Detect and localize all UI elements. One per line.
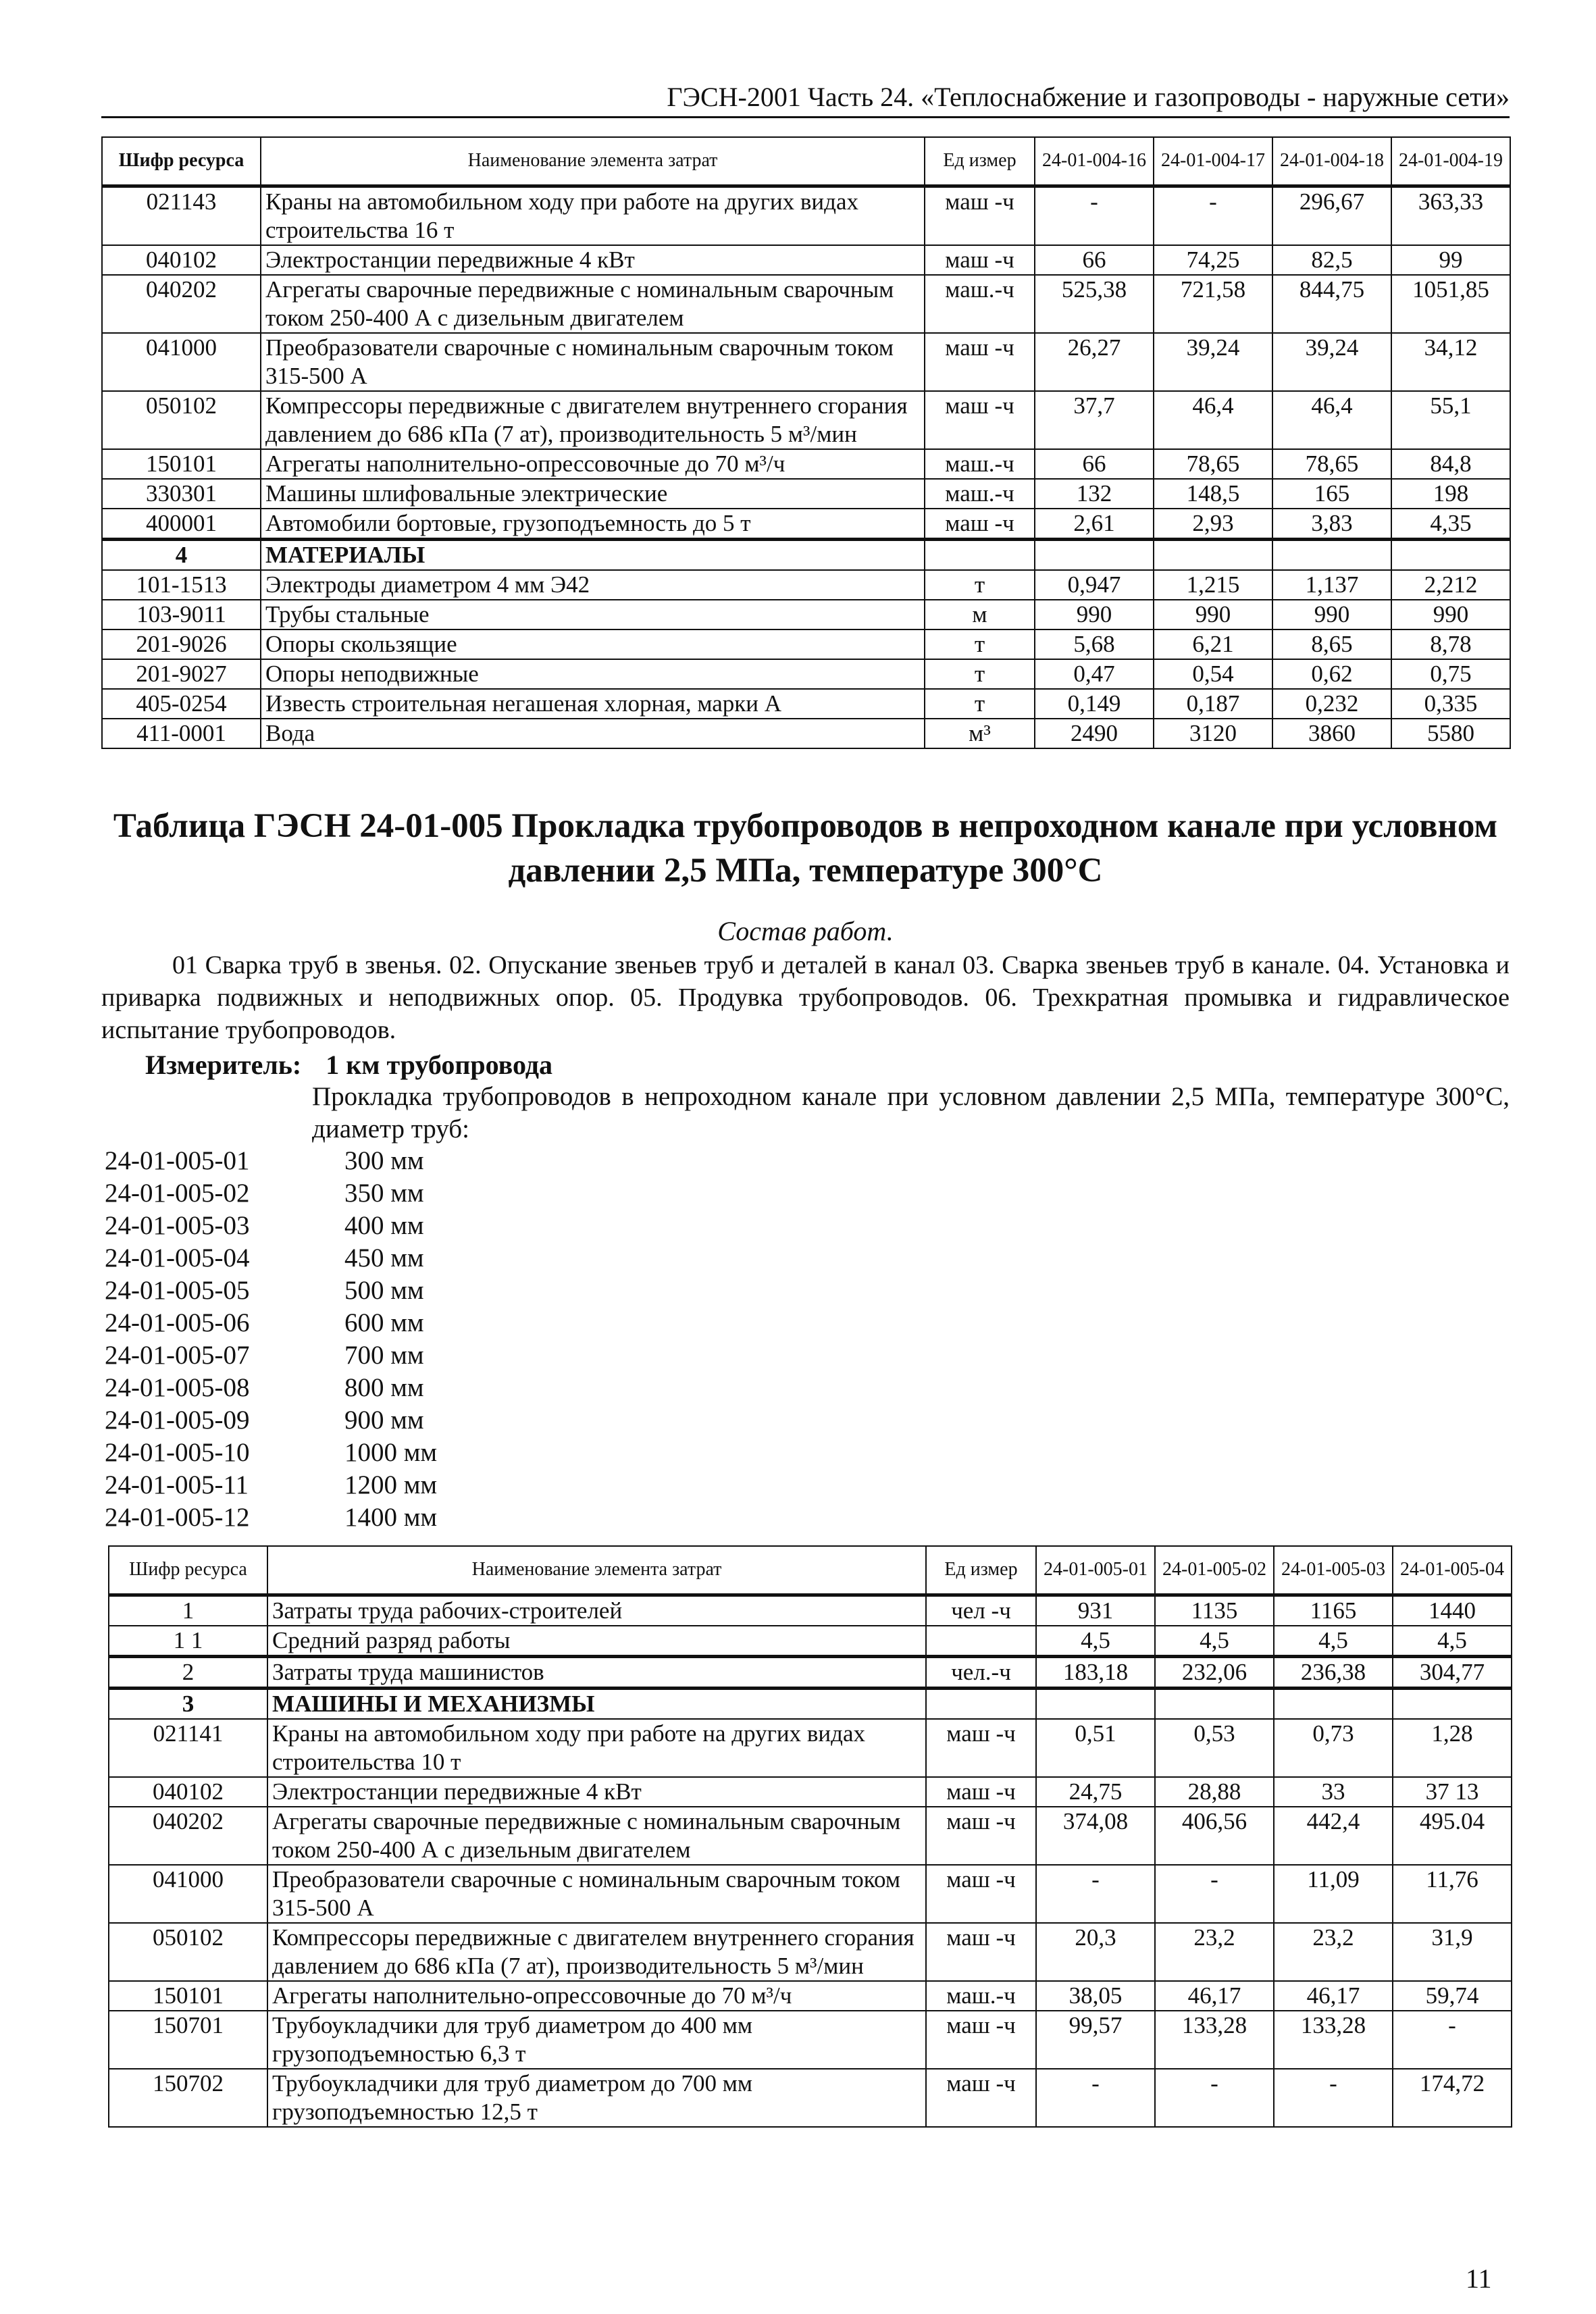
diameter-value: 300 мм	[344, 1146, 424, 1175]
value-cell: 39,24	[1272, 333, 1391, 391]
resource-name-cell: Электростанции передвижные 4 кВт	[267, 1777, 926, 1807]
page-number: 11	[1466, 2263, 1492, 2294]
unit-cell: маш -ч	[925, 391, 1035, 449]
unit-cell: чел -ч	[926, 1595, 1036, 1626]
resource-name-cell: Электроды диаметром 4 мм Э42	[261, 570, 925, 600]
value-cell: 990	[1391, 600, 1510, 629]
table-row	[109, 1595, 1512, 1626]
resource-name-cell: Краны на автомобильном ходу при работе на других видах строительства 16 т	[261, 186, 925, 245]
resource-name-cell: Опоры скользящие	[261, 629, 925, 659]
value-cell	[1036, 1688, 1155, 1719]
unit-cell: маш -ч	[926, 1865, 1036, 1923]
running-header: ГЭСН-2001 Часть 24. «Теплоснабжение и газопроводы - наружные сети»	[101, 81, 1510, 118]
diameter-value: 700 мм	[344, 1341, 424, 1370]
value-cell: 38,05	[1036, 1981, 1155, 2011]
list-item	[105, 1501, 437, 1534]
value-cell: 5,68	[1035, 629, 1154, 659]
list-item	[105, 1242, 437, 1275]
code-label: 24-01-005-03	[105, 1211, 250, 1240]
value-cell: 23,2	[1155, 1923, 1274, 1981]
resource-code-cell: 201-9027	[102, 659, 261, 689]
resource-name-cell: Трубоукладчики для труб диаметром до 400 мм грузоподъемностью 6,3 т	[267, 2011, 926, 2069]
table-row	[102, 245, 1510, 275]
value-cell: 2,212	[1391, 570, 1510, 600]
value-cell: 1165	[1274, 1595, 1393, 1626]
resource-code-cell: 4	[102, 539, 261, 570]
value-cell: 374,08	[1036, 1807, 1155, 1865]
resource-table-005	[108, 1545, 1512, 2128]
value-cell: 990	[1035, 600, 1154, 629]
resource-code-cell: 405-0254	[102, 689, 261, 719]
unit-cell: т	[925, 629, 1035, 659]
resource-code-cell: 040102	[102, 245, 261, 275]
resource-name-cell: Средний разряд работы	[267, 1626, 926, 1657]
value-cell: 46,4	[1272, 391, 1391, 449]
value-cell: 406,56	[1155, 1807, 1274, 1865]
resource-code-cell: 150701	[109, 2011, 267, 2069]
table-row	[102, 275, 1510, 333]
value-cell: -	[1274, 2069, 1393, 2127]
table-row	[109, 1719, 1512, 1777]
table-row	[102, 689, 1510, 719]
value-cell: 37,7	[1035, 391, 1154, 449]
resource-name-cell: Преобразователи сварочные с номинальным сварочным током 315-500 А	[267, 1865, 926, 1923]
value-cell: 23,2	[1274, 1923, 1393, 1981]
meter-value: 1 км трубопровода	[326, 1050, 553, 1080]
unit-cell: маш -ч	[926, 1923, 1036, 1981]
table-row	[109, 2069, 1512, 2127]
list-item	[105, 1275, 437, 1307]
value-cell: -	[1155, 2069, 1274, 2127]
value-cell: 442,4	[1274, 1807, 1393, 1865]
resource-code-cell: 021143	[102, 186, 261, 245]
unit-cell	[926, 1688, 1036, 1719]
value-cell: 74,25	[1154, 245, 1272, 275]
table-row	[102, 333, 1510, 391]
table-row	[102, 391, 1510, 449]
value-cell: 1,215	[1154, 570, 1272, 600]
value-cell: 990	[1272, 600, 1391, 629]
value-cell: 66	[1035, 245, 1154, 275]
value-cell: 2,61	[1035, 509, 1154, 540]
header-cell-col1: 24-01-005-01	[1036, 1546, 1155, 1595]
table-row	[102, 719, 1510, 748]
value-cell: 495.04	[1393, 1807, 1512, 1865]
resource-name-cell: Трубоукладчики для труб диаметром до 700 мм грузоподъемностью 12,5 т	[267, 2069, 926, 2127]
unit-cell: маш -ч	[925, 509, 1035, 540]
measurement-unit	[145, 1049, 552, 1081]
diameter-value: 500 мм	[344, 1276, 424, 1305]
value-cell: 183,18	[1036, 1656, 1155, 1688]
value-cell: 0,47	[1035, 659, 1154, 689]
value-cell: -	[1035, 186, 1154, 245]
value-cell: -	[1036, 1865, 1155, 1923]
table-row	[102, 659, 1510, 689]
unit-cell: маш -ч	[925, 186, 1035, 245]
value-cell: 132	[1035, 479, 1154, 509]
resource-code-cell: 040202	[109, 1807, 267, 1865]
value-cell: 4,35	[1391, 509, 1510, 540]
header-cell-col2: 24-01-005-02	[1155, 1546, 1274, 1595]
resource-name-cell: Вода	[261, 719, 925, 748]
diameter-value: 1200 мм	[344, 1470, 438, 1499]
unit-cell: маш.-ч	[925, 449, 1035, 479]
list-item	[105, 1469, 437, 1501]
value-cell: -	[1036, 2069, 1155, 2127]
value-cell: 844,75	[1272, 275, 1391, 333]
header-cell-unit: Ед измер	[925, 137, 1035, 186]
table-row	[102, 539, 1510, 570]
resource-name-cell: Компрессоры передвижные с двигателем внутреннего сгорания давлением до 686 кПа (7 ат), производительность 5 м³/мин	[261, 391, 925, 449]
value-cell: 0,62	[1272, 659, 1391, 689]
value-cell	[1391, 539, 1510, 570]
list-item	[105, 1145, 437, 1177]
value-cell: 1440	[1393, 1595, 1512, 1626]
unit-cell: м	[925, 600, 1035, 629]
value-cell: 1135	[1155, 1595, 1274, 1626]
unit-cell: маш.-ч	[926, 1981, 1036, 2011]
value-cell: 0,149	[1035, 689, 1154, 719]
value-cell: 4,5	[1393, 1626, 1512, 1657]
value-cell: 1,137	[1272, 570, 1391, 600]
code-label: 24-01-005-11	[105, 1470, 249, 1499]
value-cell: 232,06	[1155, 1656, 1274, 1688]
table-title: Таблица ГЭСН 24-01-005 Прокладка трубопроводов в непроходном канале при условном давлении 2,5 МПа, температуре 300°С	[113, 807, 1498, 890]
value-cell: 3120	[1154, 719, 1272, 748]
diameter-value: 600 мм	[344, 1308, 424, 1337]
pipe-intro-text: Прокладка трубопроводов в непроходном канале при условном давлении 2,5 МПа, температуре 300°С, диаметр труб:	[312, 1082, 1510, 1143]
code-label: 24-01-005-08	[105, 1373, 250, 1402]
table-row	[102, 186, 1510, 245]
unit-cell: маш -ч	[925, 245, 1035, 275]
value-cell: 11,76	[1393, 1865, 1512, 1923]
code-label: 24-01-005-06	[105, 1308, 250, 1337]
value-cell: 66	[1035, 449, 1154, 479]
value-cell: 1,28	[1393, 1719, 1512, 1777]
resource-name-cell: Агрегаты сварочные передвижные с номинальным сварочным током 250-400 А с дизельным двигателем	[261, 275, 925, 333]
value-cell	[1274, 1688, 1393, 1719]
value-cell: 46,17	[1274, 1981, 1393, 2011]
diameter-value: 900 мм	[344, 1406, 424, 1435]
diameter-value: 1000 мм	[344, 1438, 438, 1467]
value-cell	[1154, 539, 1272, 570]
value-cell	[1155, 1688, 1274, 1719]
list-item	[105, 1210, 437, 1242]
list-item	[105, 1404, 437, 1437]
list-item	[105, 1372, 437, 1404]
diameter-value: 450 мм	[344, 1243, 424, 1272]
header-cell-code: Шифр ресурса	[102, 137, 261, 186]
value-cell: 721,58	[1154, 275, 1272, 333]
table-row	[109, 1626, 1512, 1657]
unit-cell: т	[925, 659, 1035, 689]
unit-cell: т	[925, 570, 1035, 600]
value-cell: 148,5	[1154, 479, 1272, 509]
header-cell-col1: 24-01-004-16	[1035, 137, 1154, 186]
table-row	[109, 1981, 1512, 2011]
unit-cell: маш.-ч	[925, 275, 1035, 333]
value-cell: 55,1	[1391, 391, 1510, 449]
resource-name-cell: Электростанции передвижные 4 кВт	[261, 245, 925, 275]
value-cell: 296,67	[1272, 186, 1391, 245]
unit-cell: маш -ч	[926, 2011, 1036, 2069]
value-cell: 8,65	[1272, 629, 1391, 659]
diameter-code-list	[105, 1145, 437, 1534]
diameter-value: 400 мм	[344, 1211, 424, 1240]
value-cell	[1272, 539, 1391, 570]
value-cell: 99,57	[1036, 2011, 1155, 2069]
table-row	[102, 629, 1510, 659]
table-row	[109, 1777, 1512, 1807]
value-cell: 174,72	[1393, 2069, 1512, 2127]
resource-code-cell: 050102	[109, 1923, 267, 1981]
unit-cell: маш -ч	[926, 1777, 1036, 1807]
value-cell: 4,5	[1155, 1626, 1274, 1657]
resource-code-cell: 411-0001	[102, 719, 261, 748]
unit-cell	[925, 539, 1035, 570]
resource-code-cell: 041000	[109, 1865, 267, 1923]
code-label: 24-01-005-09	[105, 1406, 250, 1435]
diameter-value: 1400 мм	[344, 1503, 438, 1532]
resource-name-cell: Известь строительная негашеная хлорная, марки А	[261, 689, 925, 719]
value-cell: 133,28	[1274, 2011, 1393, 2069]
resource-code-cell: 101-1513	[102, 570, 261, 600]
value-cell: 33	[1274, 1777, 1393, 1807]
table-row	[102, 600, 1510, 629]
value-cell: 2490	[1035, 719, 1154, 748]
resource-name-cell: Компрессоры передвижные с двигателем внутреннего сгорания давлением до 686 кПа (7 ат), производительность 5 м³/мин	[267, 1923, 926, 1981]
resource-code-cell: 041000	[102, 333, 261, 391]
value-cell: 363,33	[1391, 186, 1510, 245]
resource-code-cell: 150101	[109, 1981, 267, 2011]
table-row	[102, 479, 1510, 509]
resource-code-cell: 1	[109, 1595, 267, 1626]
header-cell-unit: Ед измер	[926, 1546, 1036, 1595]
resource-name-cell: МАТЕРИАЛЫ	[261, 539, 925, 570]
header-cell-col4: 24-01-004-19	[1391, 137, 1510, 186]
table-row	[109, 1865, 1512, 1923]
header-cell-col3: 24-01-004-18	[1272, 137, 1391, 186]
resource-code-cell: 050102	[102, 391, 261, 449]
header-cell-col3: 24-01-005-03	[1274, 1546, 1393, 1595]
resource-name-cell: Опоры неподвижные	[261, 659, 925, 689]
resource-code-cell: 1 1	[109, 1626, 267, 1657]
value-cell: 78,65	[1154, 449, 1272, 479]
unit-cell: маш -ч	[926, 2069, 1036, 2127]
value-cell: -	[1155, 1865, 1274, 1923]
value-cell: 39,24	[1154, 333, 1272, 391]
resource-name-cell: Затраты труда машинистов	[267, 1656, 926, 1688]
unit-cell: маш -ч	[925, 333, 1035, 391]
value-cell: 78,65	[1272, 449, 1391, 479]
value-cell: 0,187	[1154, 689, 1272, 719]
unit-cell: м³	[925, 719, 1035, 748]
list-item	[105, 1339, 437, 1372]
value-cell: 525,38	[1035, 275, 1154, 333]
list-item	[105, 1307, 437, 1339]
value-cell: 99	[1391, 245, 1510, 275]
value-cell: 26,27	[1035, 333, 1154, 391]
list-item	[105, 1437, 437, 1469]
value-cell: 28,88	[1155, 1777, 1274, 1807]
value-cell: 0,947	[1035, 570, 1154, 600]
code-label: 24-01-005-02	[105, 1179, 250, 1208]
value-cell: 0,51	[1036, 1719, 1155, 1777]
unit-cell: т	[925, 689, 1035, 719]
table-row	[109, 1656, 1512, 1688]
table-row	[109, 2011, 1512, 2069]
value-cell: 0,75	[1391, 659, 1510, 689]
resource-table-004	[101, 136, 1511, 749]
value-cell: 31,9	[1393, 1923, 1512, 1981]
value-cell	[1393, 1688, 1512, 1719]
work-composition-text: 01 Сварка труб в звенья. 02. Опускание звеньев труб и деталей в канал 03. Сварка звеньев труб в канале. 04. Установка и приварка подвижных и неподвижных опор. 05. Продувка трубопроводов. 06. Трехкратная промывка и гидравлическое испытание трубопроводов.	[101, 951, 1510, 1044]
value-cell: 46,17	[1155, 1981, 1274, 2011]
value-cell: 236,38	[1274, 1656, 1393, 1688]
resource-code-cell: 201-9026	[102, 629, 261, 659]
value-cell: 20,3	[1036, 1923, 1155, 1981]
value-cell: 0,73	[1274, 1719, 1393, 1777]
value-cell: 4,5	[1274, 1626, 1393, 1657]
code-label: 24-01-005-07	[105, 1341, 250, 1370]
code-label: 24-01-005-04	[105, 1243, 250, 1272]
unit-cell: маш -ч	[926, 1807, 1036, 1865]
resource-name-cell: Агрегаты наполнительно-опрессовочные до 70 м³/ч	[267, 1981, 926, 2011]
resource-code-cell: 103-9011	[102, 600, 261, 629]
code-label: 24-01-005-05	[105, 1276, 250, 1305]
resource-code-cell: 150101	[102, 449, 261, 479]
value-cell: -	[1154, 186, 1272, 245]
resource-code-cell: 400001	[102, 509, 261, 540]
header-cell-col2: 24-01-004-17	[1154, 137, 1272, 186]
resource-name-cell: МАШИНЫ И МЕХАНИЗМЫ	[267, 1688, 926, 1719]
value-cell: 6,21	[1154, 629, 1272, 659]
resource-name-cell: Краны на автомобильном ходу при работе на других видах строительства 10 т	[267, 1719, 926, 1777]
value-cell: 0,54	[1154, 659, 1272, 689]
code-label: 24-01-005-10	[105, 1438, 250, 1467]
diameter-value: 350 мм	[344, 1179, 424, 1208]
unit-cell: чел.-ч	[926, 1656, 1036, 1688]
value-cell: 84,8	[1391, 449, 1510, 479]
resource-name-cell: Агрегаты наполнительно-опрессовочные до 70 м³/ч	[261, 449, 925, 479]
value-cell: 0,53	[1155, 1719, 1274, 1777]
value-cell: 931	[1036, 1595, 1155, 1626]
resource-code-cell: 150702	[109, 2069, 267, 2127]
value-cell	[1035, 539, 1154, 570]
value-cell: 82,5	[1272, 245, 1391, 275]
value-cell: 2,93	[1154, 509, 1272, 540]
value-cell: 34,12	[1391, 333, 1510, 391]
resource-name-cell: Машины шлифовальные электрические	[261, 479, 925, 509]
code-label: 24-01-005-01	[105, 1146, 250, 1175]
value-cell: 165	[1272, 479, 1391, 509]
resource-name-cell: Агрегаты сварочные передвижные с номинальным сварочным током 250-400 А с дизельным двигателем	[267, 1807, 926, 1865]
resource-code-cell: 2	[109, 1656, 267, 1688]
value-cell: 4,5	[1036, 1626, 1155, 1657]
table-row	[102, 570, 1510, 600]
unit-cell	[926, 1626, 1036, 1657]
value-cell: 198	[1391, 479, 1510, 509]
value-cell: 990	[1154, 600, 1272, 629]
table-row	[109, 1807, 1512, 1865]
table-row	[102, 509, 1510, 540]
resource-name-cell: Автомобили бортовые, грузоподъемность до 5 т	[261, 509, 925, 540]
header-cell-name: Наименование элемента затрат	[267, 1546, 926, 1595]
value-cell: 46,4	[1154, 391, 1272, 449]
resource-name-cell: Затраты труда рабочих-строителей	[267, 1595, 926, 1626]
value-cell: 37 13	[1393, 1777, 1512, 1807]
value-cell: 133,28	[1155, 2011, 1274, 2069]
resource-code-cell: 040102	[109, 1777, 267, 1807]
value-cell: 3860	[1272, 719, 1391, 748]
value-cell: 11,09	[1274, 1865, 1393, 1923]
value-cell: 304,77	[1393, 1656, 1512, 1688]
resource-code-cell: 021141	[109, 1719, 267, 1777]
value-cell: 8,78	[1391, 629, 1510, 659]
table-row	[102, 449, 1510, 479]
header-cell-name: Наименование элемента затрат	[261, 137, 925, 186]
value-cell: 3,83	[1272, 509, 1391, 540]
resource-name-cell: Трубы стальные	[261, 600, 925, 629]
header-cell-code: Шифр ресурса	[109, 1546, 267, 1595]
unit-cell: маш.-ч	[925, 479, 1035, 509]
value-cell: 0,335	[1391, 689, 1510, 719]
value-cell: 5580	[1391, 719, 1510, 748]
value-cell: -	[1393, 2011, 1512, 2069]
diameter-value: 800 мм	[344, 1373, 424, 1402]
value-cell: 24,75	[1036, 1777, 1155, 1807]
value-cell: 1051,85	[1391, 275, 1510, 333]
resource-code-cell: 3	[109, 1688, 267, 1719]
work-composition-heading: Состав работ.	[717, 916, 894, 946]
list-item	[105, 1177, 437, 1210]
meter-label: Измеритель:	[145, 1050, 302, 1080]
resource-code-cell: 330301	[102, 479, 261, 509]
table-row	[109, 1688, 1512, 1719]
resource-name-cell: Преобразователи сварочные с номинальным сварочным током 315-500 А	[261, 333, 925, 391]
value-cell: 0,232	[1272, 689, 1391, 719]
header-cell-col4: 24-01-005-04	[1393, 1546, 1512, 1595]
value-cell: 59,74	[1393, 1981, 1512, 2011]
code-label: 24-01-005-12	[105, 1503, 250, 1532]
table-row	[109, 1923, 1512, 1981]
resource-code-cell: 040202	[102, 275, 261, 333]
unit-cell: маш -ч	[926, 1719, 1036, 1777]
